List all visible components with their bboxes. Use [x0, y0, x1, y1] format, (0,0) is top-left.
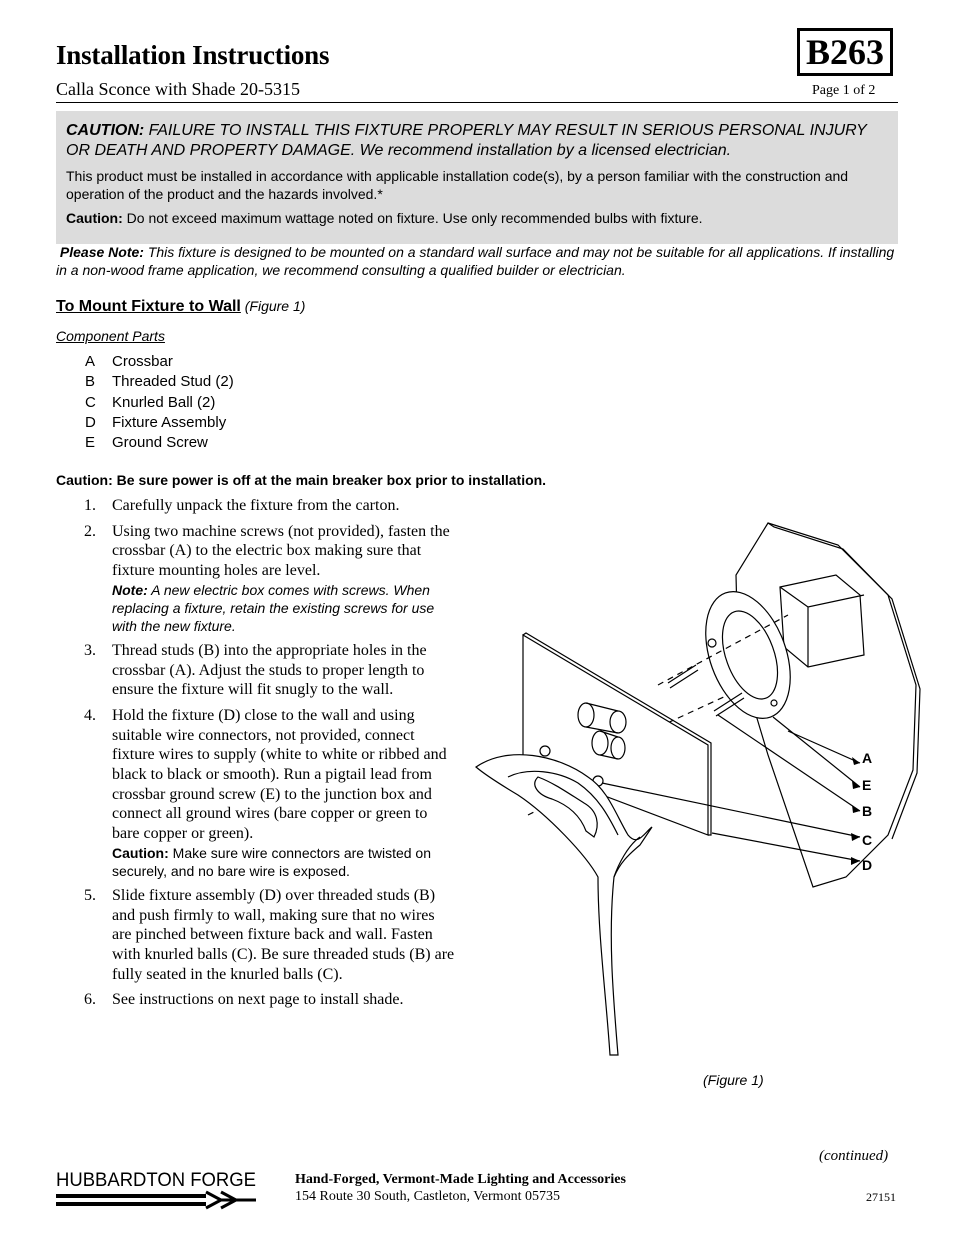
step-item [56, 886, 456, 985]
wattage-caution [66, 209, 888, 227]
callout-b: B [862, 803, 873, 819]
component-name: Ground Screw [112, 434, 208, 452]
figure-caption: (Figure 1) [703, 1072, 764, 1088]
continued-note: (continued) [819, 1148, 889, 1164]
caution-warning: FAILURE TO INSTALL THIS FIXTURE PROPERLY MAY RESULT IN SERIOUS PERSONAL INJURY OR DEATH AND PROPERTY DAMAGE. We recommend installation by a licensed electrician. [66, 122, 867, 159]
step-number: 6. [84, 991, 96, 1009]
power-caution: Caution: Be sure power is off at the main breaker box prior to installation. [56, 472, 547, 488]
callout-a: A [862, 750, 873, 766]
fixture-exploded-diagram [468, 515, 928, 1063]
component-letter: A [85, 353, 96, 370]
step-note-label: Caution: [112, 844, 169, 861]
caution-label: CAUTION: [66, 122, 145, 139]
step-item [56, 641, 456, 700]
step-text: Hold the fixture (D) close to the wall and using suitable wire connectors, not provided, connect fixture wires to supply (white to white or ribbed and black to black or smooth). Run a pigtail lead from crossbar ground screw (E) to the junction box and connect all ground wires (bare copper or green to bare copper or green). [112, 706, 447, 843]
component-name: Fixture Assembly [112, 413, 227, 431]
callout-e: E [862, 777, 872, 793]
document-code-box: B263 [797, 28, 893, 76]
caution-main-text [66, 121, 888, 161]
step-number: 3. [84, 641, 96, 659]
list-item [85, 372, 234, 392]
callout-d: D [862, 857, 873, 873]
caution-box [56, 111, 898, 244]
wattage-caution-label: Caution: [66, 210, 123, 226]
component-list [85, 352, 234, 453]
logo-text: HUBBARDTON FORGE [56, 1170, 256, 1191]
component-name: Threaded Stud (2) [112, 373, 234, 391]
section-heading-text: To Mount Fixture to Wall [56, 298, 241, 315]
wattage-caution-text: Do not exceed maximum wattage noted on fixture. Use only recommended bulbs with fixture. [122, 210, 703, 226]
component-letter: B [85, 373, 96, 391]
step-number: 5. [84, 886, 96, 904]
component-name: Knurled Ball (2) [112, 393, 216, 411]
header-divider [56, 102, 898, 103]
component-letter: E [85, 434, 96, 452]
step-text: Using two machine screws (not provided), fasten the crossbar (A) to the electric box making sure that fixture mounting holes are level. [112, 522, 450, 580]
product-subtitle: Calla Sconce with Shade 20-5315 [56, 79, 300, 99]
step-item [56, 990, 456, 1010]
installation-code-notice: This product must be installed in accordance with applicable installation code(s), by a person familiar with the construction and operation of the product and the hazards involved.* [66, 168, 849, 202]
junction-box [780, 575, 864, 667]
callout-c: C [862, 832, 873, 848]
document-title: Installation Instructions [56, 40, 330, 70]
installation-steps [56, 496, 456, 1016]
step-item [56, 496, 456, 516]
please-note-text: This fixture is designed to be mounted on a standard wall surface and may not be suitable for all applications. If installing in a non-wood frame application, we recommend consulting a qualified builder or electrician. [56, 244, 895, 278]
step-item [56, 522, 456, 635]
step-note [112, 844, 456, 880]
list-item [85, 433, 234, 453]
list-item [85, 393, 234, 413]
component-letter: D [85, 413, 96, 431]
figure-reference: (Figure 1) [240, 298, 306, 314]
step-number: 2. [84, 522, 96, 540]
document-number: 27151 [866, 1190, 896, 1204]
step-note-label: Note: [112, 581, 148, 598]
list-item [85, 413, 234, 433]
component-name: Crossbar [112, 353, 173, 370]
step-note-text: A new electric box comes with screws. When replacing a fixture, retain the existing screws for use with the new fixture. [112, 581, 435, 634]
step-text: Thread studs (B) into the appropriate holes in the crossbar (A). Adjust the studs to proper length to ensure the fixture will fit snugly to the wall. [112, 641, 427, 699]
please-note-label: Please Note: [59, 244, 144, 260]
step-text: Carefully unpack the fixture from the carton. [112, 497, 400, 514]
page-number: Page 1 of 2 [812, 83, 876, 98]
step-text: See instructions on next page to install shade. [112, 991, 404, 1009]
step-text: Slide fixture assembly (D) over threaded studs (B) and push firmly to wall, making sure that no wires are pinched between fixture back and wall. Fasten with knurled balls (C). Be sure threaded studs (B) are fully seated in the knurled balls (C). [112, 886, 455, 983]
section-heading-mount [56, 298, 305, 316]
step-number: 4. [84, 706, 96, 724]
list-item [85, 352, 234, 372]
footer-address: 154 Route 30 South, Castleton, Vermont 05735 [295, 1189, 560, 1204]
please-note [56, 243, 898, 279]
step-number: 1. [84, 497, 96, 514]
component-letter: C [85, 393, 96, 411]
step-note [112, 581, 456, 635]
component-parts-heading: Component Parts [56, 328, 165, 344]
step-note-text: Make sure wire connectors are twisted on securely, and no bare wire is exposed. [112, 844, 431, 879]
hubbardton-forge-logo [56, 1166, 266, 1210]
footer-tagline: Hand-Forged, Vermont-Made Lighting and Accessories [295, 1172, 626, 1187]
step-item [56, 706, 456, 880]
